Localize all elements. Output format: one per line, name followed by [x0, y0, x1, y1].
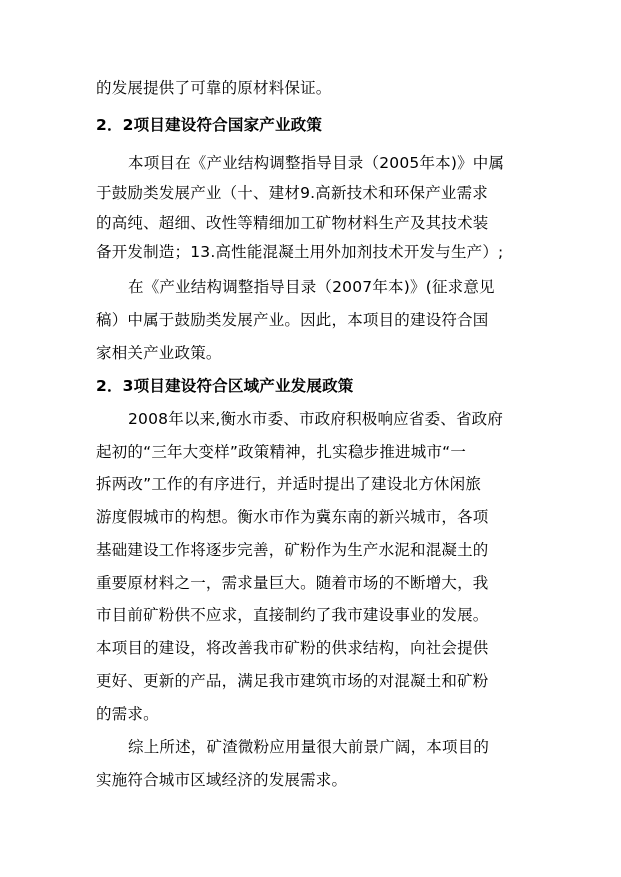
text-line: 拆两改”工作的有序进行，并适时提出了建设北方休闲旅 [96, 475, 482, 493]
text-line: 本项目的建设，将改善我市矿粉的供求结构，向社会提供 [96, 639, 489, 657]
section-heading-2-3: 2．3项目建设符合区域产业发展政策 [96, 377, 354, 395]
section-heading-2-2: 2．2项目建设符合国家产业政策 [96, 116, 323, 134]
text-line: 于鼓励类发展产业（十、建材9.高新技术和环保产业需求 [96, 184, 488, 202]
text-line: 本项目在《产业结构调整指导目录（2005年本)》中属 [128, 154, 505, 172]
text-line: 基础建设工作将逐步完善，矿粉作为生产水泥和混凝土的 [96, 541, 489, 559]
text-line: 在《产业结构调整指导目录（2007年本)》(征求意见 [128, 278, 495, 296]
text-line: 稿）中属于鼓励类发展产业。因此，本项目的建设符合国 [96, 311, 489, 329]
text-line: 市目前矿粉供不应求，直接制约了我市建设事业的发展。 [96, 606, 489, 624]
text-line: 起初的“三年大变样”政策精神，扎实稳步推进城市“一 [96, 443, 467, 461]
text-line: 备开发制造；13.高性能混凝土用外加剂技术开发与生产）; [96, 243, 504, 261]
text-line: 游度假城市的构想。衡水市作为冀东南的新兴城市，各项 [96, 508, 489, 526]
text-line: 综上所述，矿渣微粉应用量很大前景广阔，本项目的 [128, 738, 490, 756]
text-line: 2008年以来,衡水市委、市政府积极响应省委、省政府 [128, 410, 504, 428]
text-line: 更好、更新的产品，满足我市建筑市场的对混凝土和矿粉 [96, 672, 489, 690]
text-line: 的需求。 [96, 705, 159, 723]
text-line: 的高纯、超细、改性等精细加工矿物材料生产及其技术装 [96, 214, 489, 232]
text-line: 实施符合城市区域经济的发展需求。 [96, 771, 348, 789]
text-line: 的发展提供了可靠的原材料保证。 [96, 79, 332, 97]
text-line: 重要原材料之一，需求量巨大。随着市场的不断增大，我 [96, 574, 489, 592]
text-line: 家相关产业政策。 [96, 344, 222, 362]
